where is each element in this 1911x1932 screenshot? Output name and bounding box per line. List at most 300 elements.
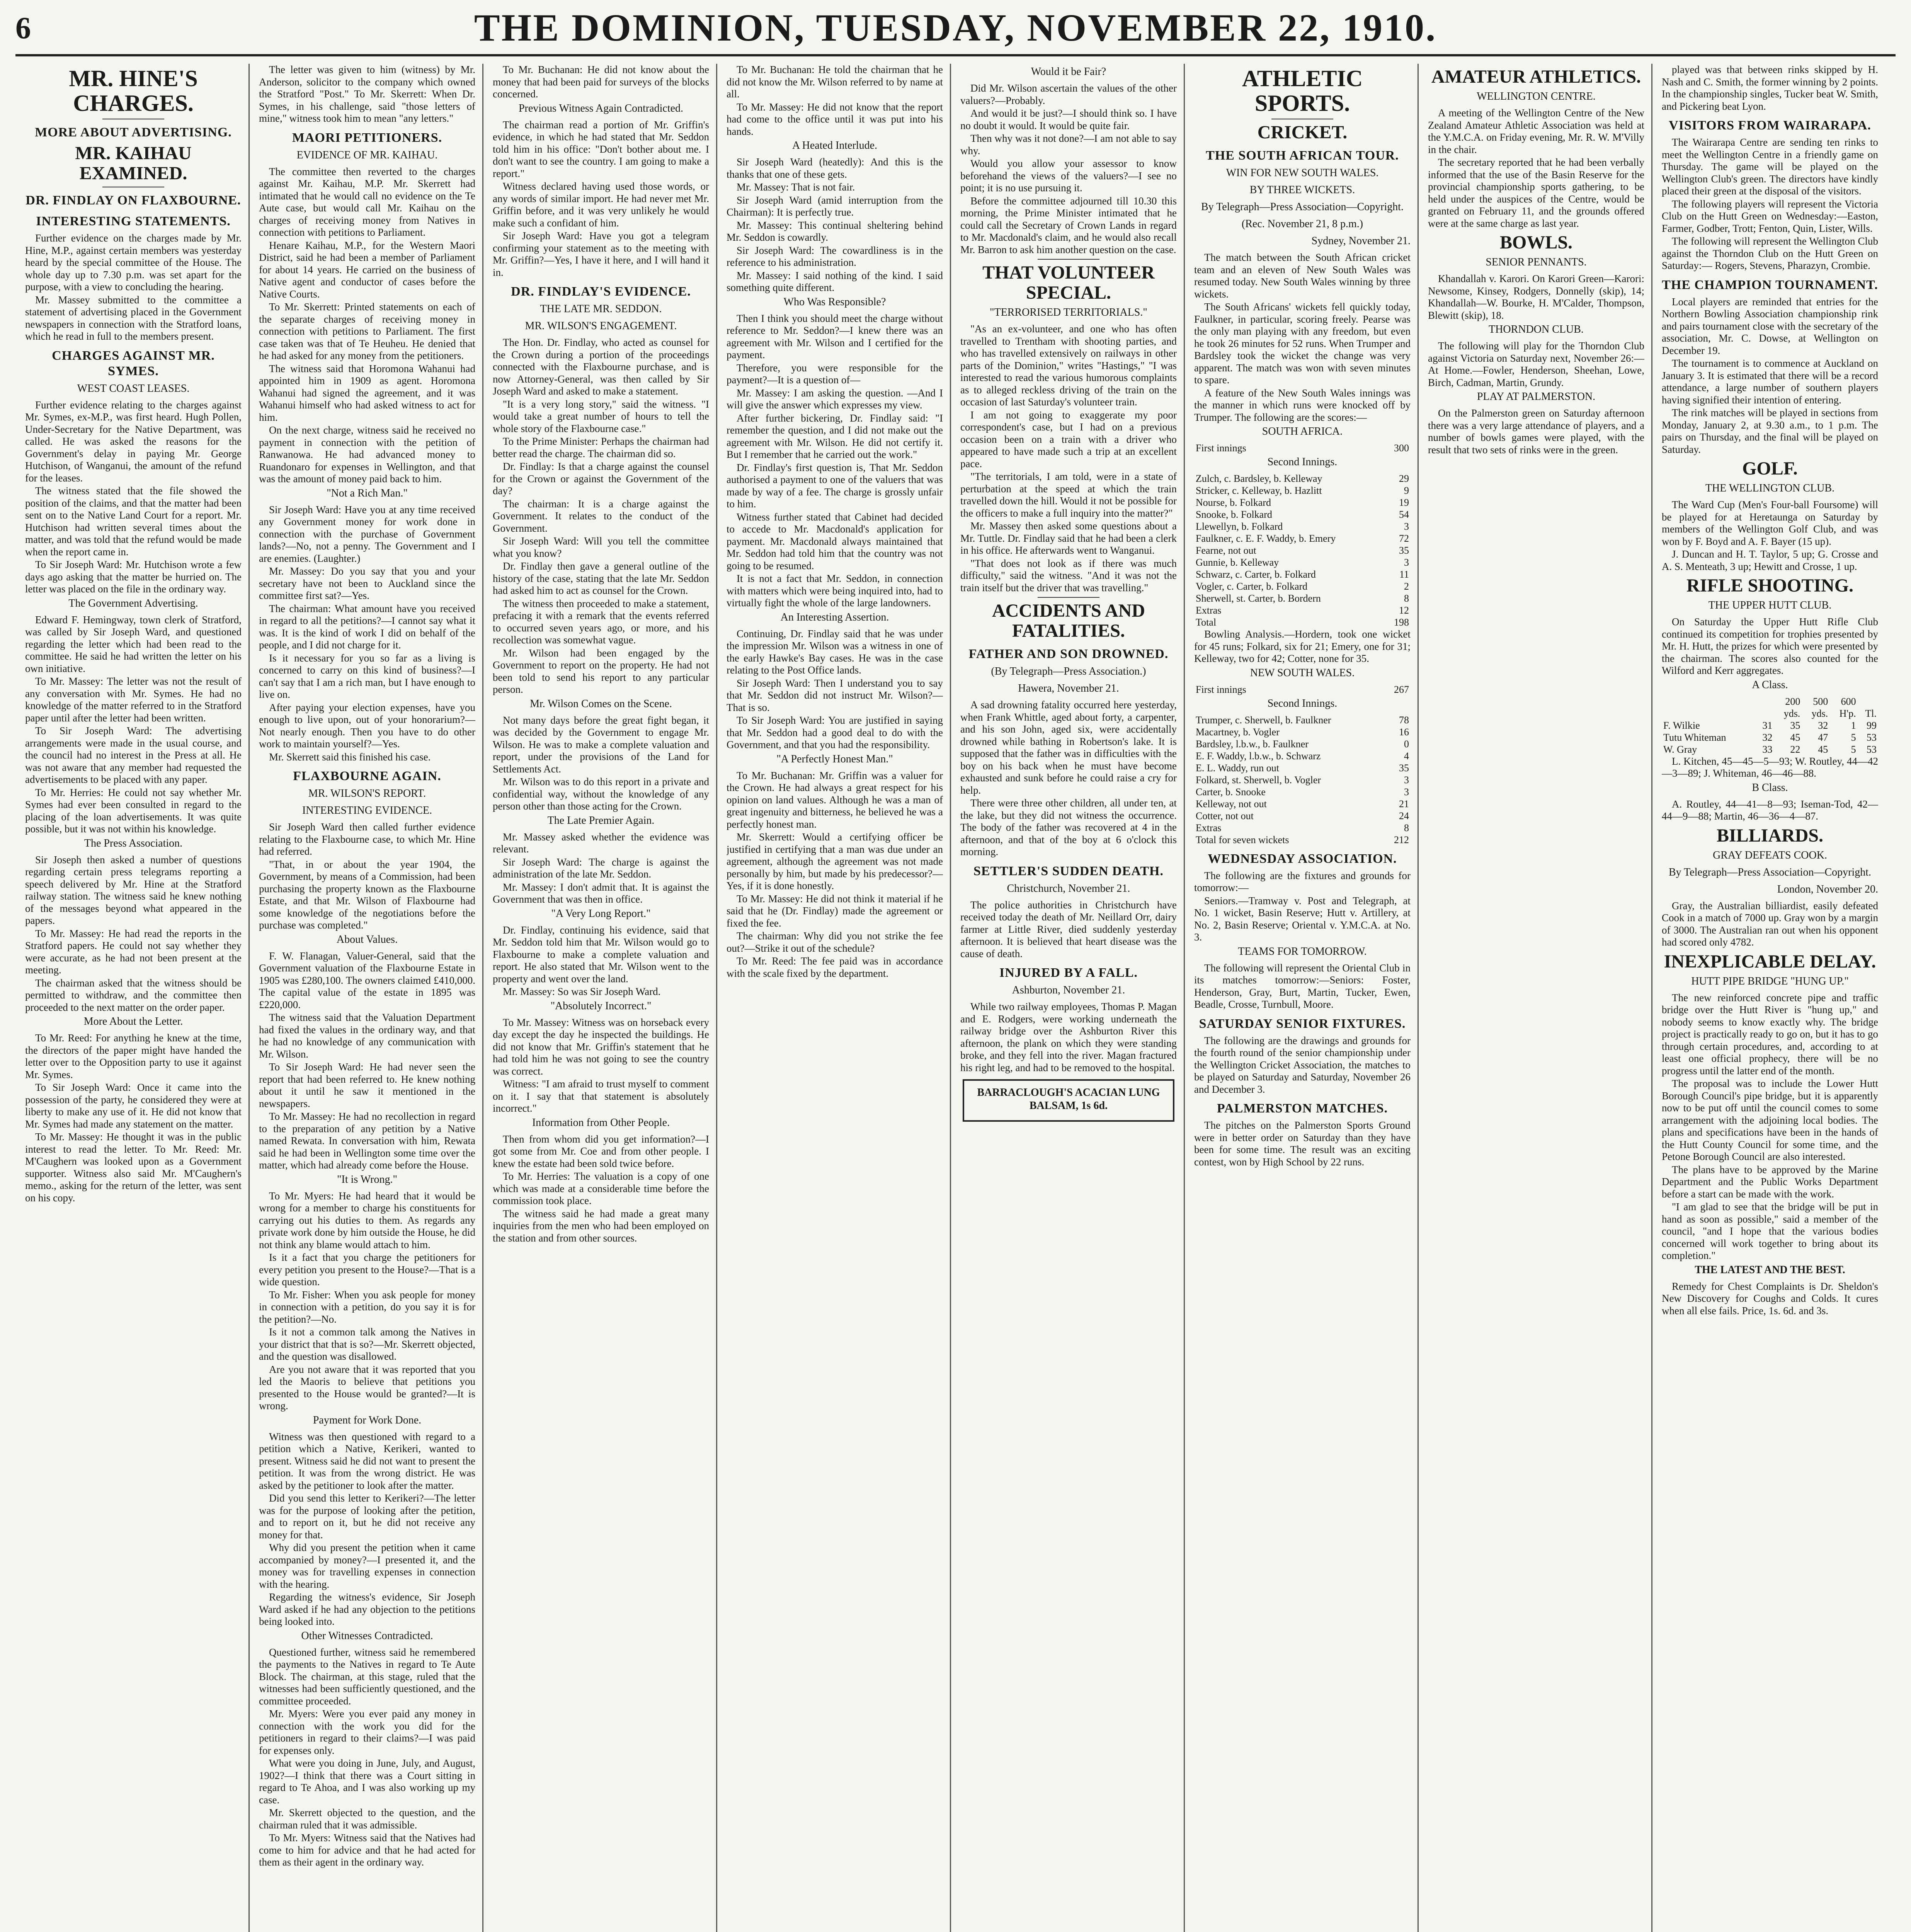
article-paragraph: To Mr. Myers: He had heard that it would be wrong for a member to charge his constituents for carrying out his duties to them. As regards any private work done by him outside the House, he did not think any blame would attach to him. bbox=[259, 1190, 475, 1250]
rifle-score-row bbox=[1662, 719, 1878, 731]
scorecard-row bbox=[1194, 520, 1411, 532]
table-cell-value: 72 bbox=[1399, 533, 1409, 544]
section-headline: ATHLETIC SPORTS. bbox=[1242, 66, 1363, 116]
subheading: Who Was Responsible? bbox=[783, 296, 886, 308]
article-paragraph: While two railway employees, Thomas P. Magan and E. Rodgers, were working underneath the railway bridge over the Ashburton River this afternoon, the plank on which they were standing broke, and they fell into the river. Magan fractured his right leg, and had to be removed to the hospital. bbox=[960, 1001, 1177, 1073]
article-paragraph: To Mr. Buchanan: Mr. Griffin was a valuer for the Crown. He had always a great respect for his opinion on land values. Although he was a man of great ingenuity and bitterness, he believed he was a perfectly honest man. bbox=[727, 769, 943, 830]
article-paragraph: Is it necessary for you so far as a living is concerned to carry on this kind of business?—I can't say that I am a rich man, but I have enough to live on. bbox=[259, 652, 475, 700]
scorecard-row bbox=[1194, 822, 1411, 834]
article-paragraph: Sir Joseph Ward: Will you tell the committee what you know? bbox=[493, 535, 709, 559]
scorecard-row bbox=[1194, 556, 1411, 568]
table-cell-value: 78 bbox=[1399, 714, 1409, 726]
subheading: Information from Other People. bbox=[532, 1116, 670, 1129]
column-5 bbox=[960, 64, 1177, 1932]
byline: By Telegraph—Press Association—Copyright. bbox=[1201, 201, 1404, 213]
scorecard-row bbox=[1194, 684, 1411, 696]
ad-title: BARRACLOUGH'S ACACIAN LUNG BALSAM, 1s 6d. bbox=[977, 1087, 1160, 1112]
article-paragraph: Witness was then questioned with regard to a petition which a Native, Kerikeri, wanted to present. Witness said he did not want to present the petition. It was from the wrong district. He was asked by the petitioner to look after the matter. bbox=[259, 1430, 475, 1491]
article-paragraph: To Sir Joseph Ward: You are justified in saying that Mr. Seddon had a good deal to do with the Government, and that you had the responsibility. bbox=[727, 714, 943, 750]
article-paragraph: Mr. Skerrett objected to the question, and the chairman ruled that it was admissible. bbox=[259, 1807, 475, 1831]
table-cell-label: Bardsley, l.b.w., b. Faulkner bbox=[1196, 738, 1309, 750]
scorecard-row bbox=[1194, 750, 1411, 762]
table-cell-value: 9 bbox=[1404, 485, 1409, 496]
article-paragraph: Is it not a common talk among the Natives in your district that that is so?—Mr. Skerrett objected, and the question was disallowed. bbox=[259, 1326, 475, 1362]
article-paragraph: Continuing, Dr. Findlay said that he was under the impression Mr. Wilson was a witness in one of the early Hawke's Bay cases. He was in the case relating to the Post Office lands. bbox=[727, 628, 943, 676]
article-paragraph: I am not going to exaggerate my poor correspondent's case, but I had on a previous occasion been on a train with a driver who appeared to have made such a trip at an excellent pace. bbox=[960, 409, 1177, 469]
article-paragraph: Therefore, you were responsible for the payment?—It is a question of— bbox=[727, 362, 943, 386]
subheading: VISITORS FROM WAIRARAPA. bbox=[1669, 118, 1871, 133]
table-cell-value: 600 bbox=[1841, 696, 1856, 707]
table-cell-label: Folkard, st. Sherwell, b. Vogler bbox=[1196, 774, 1321, 786]
scorecard-row bbox=[1194, 473, 1411, 485]
article-paragraph: The police authorities in Christchurch have received today the death of Mr. Neillard Orr, dairy farmer at Little River, died suddenly yesterday afternoon. It is believed that heart disease was the cause of death. bbox=[960, 899, 1177, 959]
subheading: FATHER AND SON DROWNED. bbox=[968, 647, 1169, 661]
scorecard-row bbox=[1194, 786, 1411, 798]
subheading: TEAMS FOR TOMORROW. bbox=[1238, 945, 1367, 957]
article-paragraph: To Sir Joseph Ward: He had never seen the report that had been referred to. He knew nothing about it until he saw it mentioned in the newspapers. bbox=[259, 1061, 475, 1109]
advertisement bbox=[963, 1079, 1174, 1122]
article-paragraph: "As an ex-volunteer, and one who has often travelled to Trentham with shooting parties, and who has travelled extensively on railways in other parts of the Dominion," writes "Hastings," "I was interested to read the various humorous complaints as to alleged reckless driving of the train on the occasion of last Saturday's volunteer train. bbox=[960, 323, 1177, 408]
table-cell-value: 11 bbox=[1399, 569, 1409, 580]
article-paragraph: Witness further stated that Cabinet had decided to accede to Mr. Macdonald's application for payment. Mr. Macdonald always maintained that Mr. Seddon had told him that the country was not going to be resumed. bbox=[727, 511, 943, 571]
article-paragraph: Sir Joseph Ward: The cowardliness is in the reference to his administration. bbox=[727, 244, 943, 268]
column-rule bbox=[248, 64, 250, 1932]
article-paragraph: Did you send this letter to Kerikeri?—The letter was for the purpose of looking after the petition, and to report on it, but he did not receive any money for that. bbox=[259, 1492, 475, 1541]
article-paragraph: Mr. Massey: I am asking the question. —And I will give the answer which expresses my view. bbox=[727, 387, 943, 411]
article-paragraph: The witness stated that the file showed the position of the claims, and that the matter had been sent on to the Native Land Court for a report. Mr. Hutchison had written several times about the matter, and was told that the refund would be made when the report came in. bbox=[25, 485, 242, 558]
article-paragraph: To Mr. Skerrett: Printed statements on each of the separate charges of receiving money in connection with petitions to Parliament. The first case taken was that of Te Heuheu. He denied that he had asked for any money from the petitioners. bbox=[259, 301, 475, 361]
table-cell-label: Extras bbox=[1196, 822, 1222, 833]
scorecard-table bbox=[1194, 473, 1411, 628]
article-paragraph: Khandallah v. Karori. On Karori Green—Karori: Newsome, Kinsey, Rodgers, Donnelly (skip), 14; Khandallah—W. Bourke, H. M'Calder, Thompson, Blewitt (skip), 18. bbox=[1428, 273, 1644, 321]
table-cell-value: 212 bbox=[1394, 834, 1409, 845]
table-cell-value: 3 bbox=[1404, 786, 1409, 798]
article-paragraph: "That does not look as if there was much difficulty," said the witness. "And it was not the train itself but the driver that was travelling." bbox=[960, 557, 1177, 594]
subheading: PLAY AT PALMERSTON. bbox=[1477, 391, 1596, 403]
scorecard-row bbox=[1194, 714, 1411, 726]
table-cell-value: 3 bbox=[1404, 774, 1409, 786]
table-cell-label: First innings bbox=[1196, 442, 1246, 454]
article-paragraph: The committee then reverted to the charges against Mr. Kaihau, M.P. Mr. Skerrett had intimated that he would call no evidence on the Te Aute case, but would call Mr. Kaihau on the charges of receiving money from Natives in connection with petitions to Parliament. bbox=[259, 165, 475, 238]
article-paragraph: Sir Joseph Ward (heatedly): And this is the thanks that one of these gets. bbox=[727, 156, 943, 180]
article-paragraph: The following will represent the Wellington Club against the Thorndon Club on the Hutt Green on Saturday:— Rogers, Stevens, Pharazyn, Crombie. bbox=[1662, 235, 1878, 271]
article-paragraph: The witness then proceeded to make a statement, prefacing it with a remark that the events referred to occurred seven years ago, or more, and his recollection was somewhat vague. bbox=[493, 597, 709, 646]
table-cell-value: 35 bbox=[1790, 719, 1800, 731]
table-cell-value: 53 bbox=[1867, 731, 1877, 743]
article-paragraph: To Mr. Buchanan: He told the chairman that he did not know the Mr. Wilson referred to by name at all. bbox=[727, 64, 943, 100]
scorecard-table bbox=[1194, 442, 1411, 454]
subheading: "A Very Long Report." bbox=[551, 907, 651, 920]
column-7 bbox=[1428, 64, 1644, 1932]
article-deck: MR. KAIHAU EXAMINED. bbox=[75, 143, 192, 184]
dateline: Christchurch, November 21. bbox=[1007, 882, 1130, 895]
table-cell-label: E. F. Waddy, l.b.w., b. Schwarz bbox=[1196, 750, 1321, 762]
article-paragraph: To Mr. Herries: The valuation is a copy of one which was made at a considerable time before the commission took place. bbox=[493, 1170, 709, 1206]
table-cell-value: 32 bbox=[1762, 731, 1773, 743]
subheading: EVIDENCE OF MR. KAIHAU. bbox=[296, 149, 438, 161]
scorecard-row bbox=[1194, 604, 1411, 616]
subheading: The Late Premier Again. bbox=[547, 814, 655, 827]
class-label: B Class. bbox=[1752, 781, 1788, 794]
table-cell-label: Schwarz, c. Carter, b. Folkard bbox=[1196, 569, 1316, 580]
article-paragraph: The Wairarapa Centre are sending ten rinks to meet the Wellington Centre in a friendly game on Thursday. The game will be played on the Wellington Club's green. The directors have kindly placed their green at the disposal of the visitors. bbox=[1662, 136, 1878, 197]
subheading: MR. WILSON'S REPORT. bbox=[308, 787, 426, 799]
subheading: THE SOUTH AFRICAN TOUR. bbox=[1206, 148, 1399, 163]
article-paragraph: Then why was it not done?—I am not able to say why. bbox=[960, 133, 1177, 156]
article-paragraph: The chairman: Why did you not strike the fee out?—Strike it out of the schedule? bbox=[727, 930, 943, 954]
column-rule bbox=[1651, 64, 1652, 1932]
table-cell-value: 12 bbox=[1399, 605, 1409, 616]
table-cell-label: Sherwell, st. Carter, b. Bordern bbox=[1196, 593, 1321, 604]
subheading: Payment for Work Done. bbox=[313, 1414, 422, 1426]
article-paragraph: The chairman read a portion of Mr. Griffin's evidence, in which he had stated that Mr. Seddon told him in his office: "Don't bother about me. I don't want to see the country. I am going to make a report." bbox=[493, 119, 709, 179]
article-paragraph: To Mr. Massey: He did not know that the report had come to the office until it was put into his hands. bbox=[727, 101, 943, 137]
table-cell-label: W. Gray bbox=[1663, 743, 1697, 755]
subheading: THE WELLINGTON CLUB. bbox=[1705, 482, 1835, 494]
article-paragraph: Sir Joseph Ward (amid interruption from the Chairman): It is perfectly true. bbox=[727, 194, 943, 218]
article-paragraph: Further evidence relating to the charges against Mr. Symes, ex-M.P., was first heard. Hugh Pollen, Under-Secretary for the Native Department, was called. He was asked the reasons for the Government's delay in paying Mr. George Hutchison, of Wanganui, the amount of the refund for the leases. bbox=[25, 399, 242, 484]
subheading: WEST COAST LEASES. bbox=[77, 382, 190, 395]
article-paragraph: Sir Joseph Ward: Have you got a telegram confirming your statement as to the meeting with Mr. Griffin?—Yes, I have it here, and I will hand it in. bbox=[493, 230, 709, 278]
table-cell-label: Stricker, c. Kelleway, b. Hazlitt bbox=[1196, 485, 1322, 496]
masthead-rule bbox=[15, 54, 1896, 56]
table-cell-value: 35 bbox=[1399, 762, 1409, 774]
subheading: The Government Advertising. bbox=[68, 597, 198, 609]
article-paragraph: On Saturday the Upper Hutt Rifle Club continued its competition for trophies presented by Mr. H. Hutt, the prizes for which were presented by the chairman. The scores also counted for the Wilford and Kerr aggregates. bbox=[1662, 616, 1878, 676]
article-paragraph: Dr. Findlay, continuing his evidence, said that Mr. Seddon told him that Mr. Wilson would go to Flaxbourne to make a complete valuation and report. He also stated that Mr. Wilson went to the property and went over the land. bbox=[493, 924, 709, 985]
article-paragraph: Did Mr. Wilson ascertain the values of the other valuers?—Probably. bbox=[960, 82, 1177, 106]
subheading: Other Witnesses Contradicted. bbox=[301, 1629, 433, 1642]
article-paragraph: Not many days before the great fight began, it was decided by the Government to engage Mr. Wilson. He was to make a complete valuation and report, under the provisions of the Land for Settlements Act. bbox=[493, 714, 709, 775]
rifle-score-row bbox=[1662, 707, 1878, 719]
subheading: The Press Association. bbox=[84, 837, 183, 849]
article-paragraph: Mr. Massey: This continual sheltering behind Mr. Seddon is cowardly. bbox=[727, 219, 943, 243]
table-cell-label: Extras bbox=[1196, 605, 1222, 616]
article-paragraph: Mr. Wilson was to do this report in a private and confidential way, without the knowledge of any person other than those acting for the Crown. bbox=[493, 776, 709, 812]
table-cell-value: 31 bbox=[1762, 719, 1773, 731]
table-cell-label bbox=[1662, 696, 1755, 707]
subheading: SETTLER'S SUDDEN DEATH. bbox=[973, 864, 1164, 878]
table-cell-label: Total bbox=[1196, 617, 1217, 628]
subheading: GRAY DEFEATS COOK. bbox=[1713, 849, 1827, 861]
section-title: BOWLS. bbox=[1499, 232, 1573, 253]
table-cell-value: 19 bbox=[1399, 497, 1409, 508]
article-paragraph: Questioned further, witness said he remembered the payments to the Natives in regard to Te Aute Block. The chairman, at this stage, ruled that the witnesses had been sufficiently questioned, and the committee proceeded. bbox=[259, 1646, 475, 1707]
table-cell-value: 3 bbox=[1404, 521, 1409, 532]
table-cell-value: 45 bbox=[1790, 731, 1800, 743]
article-paragraph: Local players are reminded that entries for the Northern Bowling Association championship rink and pairs tournament close with the secretary of the association, Mr. C. Dowse, at Wellington on December 19. bbox=[1662, 296, 1878, 356]
table-cell-label: Vogler, c. Carter, b. Folkard bbox=[1196, 581, 1308, 592]
subheading: SATURDAY SENIOR FIXTURES. bbox=[1199, 1016, 1406, 1031]
subheading: THE UPPER HUTT CLUB. bbox=[1708, 599, 1832, 611]
scorecard-row bbox=[1194, 738, 1411, 750]
table-cell-label: Total for seven wickets bbox=[1196, 834, 1289, 845]
scorecard-row bbox=[1194, 485, 1411, 497]
page-number: 6 bbox=[15, 11, 31, 45]
scorecard-row bbox=[1194, 544, 1411, 556]
article-paragraph: "It is a very long story," said the witness. "I would take a great number of hours to tell the whole story of the Flaxbourne case." bbox=[493, 398, 709, 434]
section-title: BILLIARDS. bbox=[1716, 825, 1824, 846]
article-paragraph: To Sir Joseph Ward: Once it came into the possession of the party, he considered they were at liberty to make any use of it. He did not know that Mr. Symes had made any statement on the matter. bbox=[25, 1082, 242, 1130]
table-cell-label: Macartney, b. Vogler bbox=[1196, 726, 1280, 738]
divider bbox=[1038, 259, 1099, 260]
article-paragraph: Then I think you should meet the charge without reference to Mr. Seddon?—I knew there was an agreement with Mr. Wilson and I certified for the payment. bbox=[727, 312, 943, 361]
masthead-title: THE DOMINION, TUESDAY, NOVEMBER 22, 1910. bbox=[474, 6, 1437, 49]
article-paragraph: The South Africans' wickets fell quickly today, Faulkner, in particular, scoring freely. Pearse was the only man playing with any freedom, but even he took 26 minutes for 52 runs. When Trumper and Bardsley took the wicket the change was very apparent. The match was won with seven minutes to spare. bbox=[1194, 301, 1411, 386]
subheading: FLAXBOURNE AGAIN. bbox=[293, 769, 441, 783]
section-title: INEXPLICABLE DELAY. bbox=[1664, 951, 1876, 972]
article-paragraph: Witness declared having used those words, or any words of similar import. He had never met Mr. Griffin before, and it was very unlikely he would make such a confidant of him. bbox=[493, 180, 709, 229]
subheading: CHARGES AGAINST MR. SYMES. bbox=[52, 348, 215, 378]
article-paragraph: Remedy for Chest Complaints is Dr. Sheldon's New Discovery for Coughs and Colds. It cures when all else fails. Price, 1s. 6d. and 3s. bbox=[1662, 1280, 1878, 1316]
article-paragraph: Bowling Analysis.—Hordern, took one wicket for 45 runs; Folkard, six for 21; Emery, one for 31; Kelleway, two for 42; Cotter, none for 35. bbox=[1194, 628, 1411, 664]
scorecard-table bbox=[1194, 714, 1411, 846]
scorecard-row bbox=[1194, 762, 1411, 774]
article-paragraph: The proposal was to include the Lower Hutt Borough Council's pipe bridge, but it is apparently now to be put off until the council comes to some arrangement with the adjoining local bodies. The plans and specifications have been in the hands of the Hutt County Council for some time, and the Petone Borough Council are also interested. bbox=[1662, 1078, 1878, 1162]
article-paragraph: To Mr. Massey: He did not think it material if he said that he (Dr. Findlay) made the agreement or fixed the fee. bbox=[727, 893, 943, 929]
subheading: "Not a Rich Man." bbox=[327, 487, 408, 499]
scorecard-row bbox=[1194, 810, 1411, 822]
subheading: PALMERSTON MATCHES. bbox=[1217, 1101, 1388, 1116]
table-cell-value: 198 bbox=[1394, 617, 1409, 628]
article-paragraph: Why did you present the petition when it came accompanied by money?—I presented it, and the money was for travelling expenses in connection with the hearing. bbox=[259, 1542, 475, 1590]
table-cell-value: 5 bbox=[1851, 743, 1856, 755]
article-paragraph: Mr. Massey then asked some questions about a Mr. Tuttle. Dr. Findlay said that he had been a clerk in his office. He afterwards went to Wanganui. bbox=[960, 520, 1177, 556]
class-label: A Class. bbox=[1752, 679, 1788, 691]
subheading: THE LATE MR. SEDDON. bbox=[540, 303, 662, 315]
article-paragraph: Mr. Myers: Were you ever paid any money in connection with the work you did for the petitioners in regard to their claims?—I was paid for expenses only. bbox=[259, 1708, 475, 1756]
column-rule bbox=[1418, 64, 1419, 1932]
article-paragraph: Mr. Massey: Do you say that you and your secretary have not been to Auckland since the committee first sat?—Yes. bbox=[259, 565, 475, 601]
table-cell-label: Faulkner, c. E. F. Waddy, b. Emery bbox=[1196, 533, 1336, 544]
article-paragraph: The witness said he had made a great many inquiries from the men who had been employed on the station and from other sources. bbox=[493, 1208, 709, 1244]
column-3 bbox=[493, 64, 709, 1932]
article-paragraph: Are you not aware that it was reported that you led the Maoris to believe that petitions you presented to the House would be granted?—It is wrong. bbox=[259, 1363, 475, 1412]
article-paragraph: And would it be just?—I should think so. I have no doubt it would. It would be quite fair. bbox=[960, 107, 1177, 131]
table-cell-value: 47 bbox=[1818, 731, 1828, 743]
subheading: DR. FINDLAY'S EVIDENCE. bbox=[511, 284, 691, 299]
article-paragraph: The chairman: What amount have you received in regard to all the petitions?—I cannot say what it was. It is the kind of work I did on behalf of the people, and I did not charge for it. bbox=[259, 602, 475, 651]
table-cell-value: 4 bbox=[1404, 750, 1409, 762]
article-paragraph: To Mr. Herries: He could not say whether Mr. Symes had ever been consulted in regard to the placing of the loan advertisements. It was quite possible, but it was not within his knowledge. bbox=[25, 786, 242, 835]
article-paragraph: Sir Joseph Ward: The charge is against the administration of the late Mr. Seddon. bbox=[493, 856, 709, 880]
article-deck: "TERRORISED TERRITORIALS." bbox=[990, 306, 1147, 318]
article-paragraph: To Sir Joseph Ward: The advertising arrangements were made in the usual course, and the council had no interest in the Press at all. He was not aware that any member had requested the advertisements to be placed with any paper. bbox=[25, 725, 242, 785]
article-paragraph: A. Routley, 44—41—8—93; Iseman-Tod, 42—44—9—88; Martin, 46—36—4—87. bbox=[1662, 798, 1878, 822]
scorecard-row bbox=[1194, 592, 1411, 604]
article-paragraph: The secretary reported that he had been verbally informed that the use of the Basin Reserve for the provincial championship sports gathering, to be held under the auspices of the Centre, would be granted on February 11, and the grounds offered were at the same charge as last year. bbox=[1428, 156, 1644, 229]
table-cell-label: Fearne, not out bbox=[1196, 545, 1256, 556]
article-paragraph: To Mr. Massey: He had read the reports in the Stratford papers. He could not say whether they were accurate, as he had not been present at the meeting. bbox=[25, 927, 242, 976]
table-cell-value: 99 bbox=[1867, 719, 1877, 731]
scorecard-subtitle: Second Innings. bbox=[1267, 697, 1338, 709]
dateline: Hawera, November 21. bbox=[1018, 682, 1119, 694]
scorecard-row bbox=[1194, 834, 1411, 846]
article-paragraph: To Mr. Massey: The letter was not the result of any conversation with Mr. Symes. He had no knowledge of the matter referred to in the Stratford paper until after the letter had been written. bbox=[25, 675, 242, 724]
article-paragraph: Gray, the Australian billiardist, easily defeated Cook in a match of 7000 up. Gray won by a margin of 3000. The Australian ran out when his opponent had scored only 4782. bbox=[1662, 900, 1878, 948]
dateline: Ashburton, November 21. bbox=[1012, 984, 1125, 996]
article-paragraph: To Mr. Fisher: When you ask people for money in connection with a petition, do you say it is for the petition?—No. bbox=[259, 1289, 475, 1325]
subheading: Mr. Wilson Comes on the Scene. bbox=[530, 697, 672, 710]
article-paragraph: The new reinforced concrete pipe and traffic bridge over the Hutt River is "hung up," and nobody seems to know exactly why. The bridge project is practically ready to go on, but it has to go through certain procedures, and, according to at least one official prophecy, there will be no progress until the latter end of the month. bbox=[1662, 992, 1878, 1077]
subheading: BY THREE WICKETS. bbox=[1249, 184, 1355, 196]
article-paragraph: Mr. Massey: That is not fair. bbox=[737, 181, 855, 193]
table-cell-value: 300 bbox=[1394, 442, 1409, 454]
section-title: CRICKET. bbox=[1257, 122, 1348, 143]
table-cell-value: Tl. bbox=[1865, 707, 1877, 719]
article-paragraph: To Mr. Reed: For anything he knew at the time, the directors of the paper might have handed the letter over to the Opposition party to use it against Mr. Symes. bbox=[25, 1032, 242, 1080]
article-paragraph: The following will play for the Thorndon Club against Victoria on Saturday next, November 26:—At Home.—Fowler, Henderson, Sheehan, Lowe, Birch, Cadman, Martin, Grundy. bbox=[1428, 340, 1644, 388]
subheading: A Heated Interlude. bbox=[792, 139, 878, 151]
column-rule bbox=[950, 64, 951, 1932]
article-headline: ACCIDENTS AND FATALITIES. bbox=[992, 600, 1145, 641]
scorecard-row bbox=[1194, 726, 1411, 738]
article-paragraph: To Mr. Buchanan: He did not know about the money that had been paid for surveys of the blocks concerned. bbox=[493, 64, 709, 100]
article-paragraph: Dr. Findlay's first question is, That Mr. Seddon authorised a payment to one of the valuers that was made by way of a fee. The charge is grossly unfair to him. bbox=[727, 461, 943, 510]
subheading: MAORI PETITIONERS. bbox=[292, 130, 442, 145]
article-paragraph: Henare Kaihau, M.P., for the Western Maori District, said he had been a member of Parliament for about 14 years. He carried on the business of Native agent and conductor of cases before the Native Courts. bbox=[259, 239, 475, 300]
article-headline: THAT VOLUNTEER SPECIAL. bbox=[982, 262, 1155, 303]
article-paragraph: The following will represent the Oriental Club in its matches tomorrow:—Seniors: Foster, Henderson, Gray, Burt, Martin, Tucker, Ewen, Beadle, Crosse, Turnbull, Moore. bbox=[1194, 962, 1411, 1010]
table-cell-label: Snooke, b. Folkard bbox=[1196, 509, 1272, 520]
byline: By Telegraph—Press Association—Copyright. bbox=[1668, 866, 1872, 878]
column-1 bbox=[25, 64, 242, 1932]
column-rule bbox=[716, 64, 717, 1932]
table-cell-label: Zulch, c. Bardsley, b. Kelleway bbox=[1196, 473, 1322, 484]
table-cell-value: 500 bbox=[1813, 696, 1828, 707]
article-paragraph: To Mr. Massey: He had no recollection in regard to the preparation of any petition by a Native named Rewata. In conversation with him, Rewata said he had been in Wellington some time over the matter, which had already come before the House. bbox=[259, 1111, 475, 1171]
rifle-scores-table bbox=[1662, 696, 1878, 755]
rifle-score-row bbox=[1662, 731, 1878, 743]
article-paragraph: Mr. Massey: I said nothing of the kind. I said something quite different. bbox=[727, 269, 943, 293]
scorecard-row bbox=[1194, 442, 1411, 454]
article-paragraph: The match between the South African cricket team and an eleven of New South Wales was resumed today. New South Wales winning by three wickets. bbox=[1194, 252, 1411, 300]
table-cell-label: E. L. Waddy, run out bbox=[1196, 762, 1279, 774]
article-paragraph: To Sir Joseph Ward: Mr. Hutchison wrote a few days ago asking that the matter be hurried on. The letter was placed on the file in the ordinary way. bbox=[25, 559, 242, 595]
article-paragraph: Regarding the witness's evidence, Sir Joseph Ward asked if he had any objection to the petitions being looked into. bbox=[259, 1591, 475, 1627]
article-paragraph: The rink matches will be played in sections from Monday, January 2, at 9.30 a.m., to 1 p.m. The pairs on Thursday, and the final will be played on Saturday. bbox=[1662, 407, 1878, 455]
article-paragraph: The chairman asked that the witness should be permitted to withdraw, and the committee then proceeded to the next matter on the order paper. bbox=[25, 977, 242, 1013]
table-cell-value: 3 bbox=[1404, 557, 1409, 568]
article-paragraph: The following are the drawings and grounds for the fourth round of the senior championship under the Wellington Cricket Association, the matches to be played on Saturday and Saturday, November 26 and December 3. bbox=[1194, 1034, 1411, 1095]
table-cell-value: 22 bbox=[1790, 743, 1800, 755]
table-cell-label: First innings bbox=[1196, 684, 1246, 695]
divider bbox=[1038, 597, 1099, 598]
article-paragraph: Sir Joseph Ward: Have you at any time received any Government money for work done in connection with the purchase of Government lands?—No, not a penny. The Government and I are enemies. (Laughter.) bbox=[259, 503, 475, 564]
scorecard-row bbox=[1194, 509, 1411, 520]
subheading: Previous Witness Again Contradicted. bbox=[518, 102, 684, 114]
masthead bbox=[0, 0, 1911, 58]
dateline: Sydney, November 21. bbox=[1311, 235, 1411, 247]
article-paragraph: The Ward Cup (Men's Four-ball Foursome) will be played for at Heretaunga on Saturday by members of the Wellington Golf Club, and was won by F. Boyd and A. F. Bayer (15 up). bbox=[1662, 499, 1878, 547]
scorecard-row bbox=[1194, 497, 1411, 509]
table-cell-value: yds. bbox=[1783, 707, 1800, 719]
subheading: "A Perfectly Honest Man." bbox=[776, 753, 893, 765]
table-cell-value: 24 bbox=[1399, 810, 1409, 821]
article-paragraph: After further bickering, Dr. Findlay said: "I remember the question, and I did not make out the agreement with Mr. Wilson. He did not certify it. But I remember that he carried out the work." bbox=[727, 412, 943, 460]
article-paragraph: There were three other children, all under ten, at the lake, but they did not witness the occurrence. The body of the father was recovered at 4 in the afternoon, and that of the boy at 6 o'clock this morning. bbox=[960, 797, 1177, 857]
subheading: THE CHAMPION TOURNAMENT. bbox=[1662, 277, 1878, 292]
article-paragraph: Mr. Wilson had been engaged by the Government to report on the property. He had not been told to send his report to any particular person. bbox=[493, 647, 709, 695]
table-cell-value: 35 bbox=[1399, 545, 1409, 556]
article-paragraph: The following are the fixtures and grounds for tomorrow:— bbox=[1194, 869, 1411, 893]
article-paragraph: A feature of the New South Wales innings was the manner in which runs were knocked off by Trumper. The following are the scores:— bbox=[1194, 387, 1411, 423]
article-paragraph: Mr. Massey: So was Sir Joseph Ward. bbox=[503, 986, 661, 997]
article-paragraph: The letter was given to him (witness) by Mr. Anderson, solicitor to the company which owned the Stratford "Post." To Mr. Skerrett: When Dr. Symes, in his challenge, said "those letters of mine," witness took him to mean "any letters." bbox=[259, 64, 475, 124]
subheading: More About the Letter. bbox=[83, 1015, 183, 1027]
article-paragraph: It is not a fact that Mr. Seddon, in connection with matters which were being inquired into, had to virtually fight the whole of the large landowners. bbox=[727, 573, 943, 609]
scorecard-title: SOUTH AFRICA. bbox=[1262, 425, 1343, 437]
article-paragraph: A sad drowning fatality occurred here yesterday, when Frank Whittle, aged about forty, a carpenter, and his son John, aged six, were accidentally drowned while bathing in Robertson's lake. It is supposed that the father was in difficulties with the boy on his back when he must have become exhausted and sunk before he could raise a cry for help. bbox=[960, 699, 1177, 796]
table-cell-label bbox=[1662, 707, 1755, 719]
rifle-score-row bbox=[1662, 696, 1878, 707]
table-cell-value: 5 bbox=[1851, 731, 1856, 743]
table-cell-label: Kelleway, not out bbox=[1196, 798, 1267, 810]
article-paragraph: Mr. Massey: I don't admit that. It is against the Government that was then in office. bbox=[493, 881, 709, 905]
article-paragraph: "That, in or about the year 1904, the Government, by means of a Commission, had been purchasing the property known as the Flaxbourne Estate, and that Mr. Wilson of Flaxbourne had some knowledge of the negotiations before the purchase was completed." bbox=[259, 858, 475, 931]
section-title: GOLF. bbox=[1742, 458, 1798, 479]
article-paragraph: Mr. Skerrett said this finished his case. bbox=[269, 751, 431, 763]
table-cell-label: Gunnie, b. Kelleway bbox=[1196, 557, 1279, 568]
table-cell-value: 267 bbox=[1394, 684, 1409, 695]
byline: (By Telegraph—Press Association.) bbox=[991, 665, 1146, 677]
article-paragraph: Further evidence on the charges made by Mr. Hine, M.P., against certain members was yesterday heard by the special committee of the House. The whole day up to 7.30 p.m. was set apart for the purpose, with a view to concluding the hearing. bbox=[25, 232, 242, 293]
table-cell-value: 0 bbox=[1404, 738, 1409, 750]
article-paragraph: Before the committee adjourned till 10.30 this morning, the Prime Minister intimated that he could call the Secretary of Crown Lands in regard to Mr. Macdonald's claim, and he would also recall Mr. Barron to ask him another question on the case. bbox=[960, 195, 1177, 255]
article-deck: DR. FINDLAY ON FLAXBOURNE. bbox=[26, 193, 241, 207]
table-cell-value: 8 bbox=[1404, 822, 1409, 833]
article-paragraph: F. W. Flanagan, Valuer-General, said that the Government valuation of the Flaxbourne Estate in 1905 was £280,100. The owners claimed £410,000. The capital value of the estate in 1895 was £220,000. bbox=[259, 950, 475, 1010]
subheading: HUTT PIPE BRIDGE "HUNG UP." bbox=[1691, 975, 1849, 987]
table-cell-label: Llewellyn, b. Folkard bbox=[1196, 521, 1283, 532]
article-paragraph: To the Prime Minister: Perhaps the chairman had better read the charge. The chairman did so. bbox=[493, 435, 709, 459]
table-cell-value: H'p. bbox=[1839, 707, 1856, 719]
article-paragraph: The witness said that the Valuation Department had fixed the values in the ordinary way, and that he had no knowledge of any communication with Mr. Wilson. bbox=[259, 1012, 475, 1060]
article-paragraph: To Mr. Reed: The fee paid was in accordance with the scale fixed by the department. bbox=[727, 955, 943, 979]
table-cell-value: 29 bbox=[1399, 473, 1409, 484]
subheading: THE LATEST AND THE BEST. bbox=[1695, 1264, 1845, 1276]
subheading: An Interesting Assertion. bbox=[780, 611, 889, 623]
article-paragraph: What were you doing in June, July, and August, 1902?—I think that there was a Court sitting in regard to Te Ahoa, and I was also working up my case. bbox=[259, 1757, 475, 1806]
column-6 bbox=[1194, 64, 1411, 1932]
table-cell-label: Cotter, not out bbox=[1196, 810, 1254, 821]
article-paragraph: After paying your election expenses, have you enough to live upon, out of your honorarium?—Not nearly enough. Then you have to do other work to maintain yourself?—Yes. bbox=[259, 701, 475, 750]
article-paragraph: The Hon. Dr. Findlay, who acted as counsel for the Crown during a portion of the proceedings connected with the Flaxbourne purchase, and is now Attorney-General, was then called by Sir Joseph Ward and asked to make a statement. bbox=[493, 337, 709, 397]
column-2 bbox=[259, 64, 475, 1932]
rifle-score-row bbox=[1662, 743, 1878, 755]
article-paragraph: To Mr. Massey: Witness was on horseback every day except the day he inspected the buildings. He did not know that Mr. Griffin's statement that he had told him he was not going to see the country was correct. bbox=[493, 1016, 709, 1077]
table-cell-value: 33 bbox=[1762, 743, 1773, 755]
table-cell-value: 54 bbox=[1399, 509, 1409, 520]
table-cell-label: F. Wilkie bbox=[1663, 719, 1700, 731]
subheading: INTERESTING EVIDENCE. bbox=[302, 804, 432, 816]
article-paragraph: Dr. Findlay: Is that a charge against the counsel for the Crown or against the Government of the day? bbox=[493, 461, 709, 497]
column-rule bbox=[1184, 64, 1185, 1932]
subheading: WELLINGTON CENTRE. bbox=[1477, 90, 1596, 102]
article-paragraph: Seniors.—Tramway v. Post and Telegraph, at No. 1 wicket, Basin Reserve; Hutt v. Artillery, at No. 2, Basin Reserve; Oriental v. Y.M.C.A. at No. 3. bbox=[1194, 895, 1411, 943]
article-paragraph: Edward F. Hemingway, town clerk of Stratford, was called by Sir Joseph Ward, and questioned regarding the letter which had been read to the committee. He said he had written the letter on his own initiative. bbox=[25, 614, 242, 674]
scorecard-title: NEW SOUTH WALES. bbox=[1250, 667, 1355, 679]
article-paragraph: On the next charge, witness said he received no payment in connection with the petition of Ranwanowa. He had advanced money to Ruandonaro for expenses in Wellington, and that was the amount of money paid back to him. bbox=[259, 424, 475, 485]
article-headline: MR. HINE'S CHARGES. bbox=[69, 66, 198, 116]
table-cell-value bbox=[1755, 707, 1774, 719]
article-paragraph: A meeting of the Wellington Centre of the New Zealand Amateur Athletic Association was held at the Y.M.C.A. on Friday evening, Mr. R. W. M'Villy in the chair. bbox=[1428, 107, 1644, 155]
article-paragraph: The following players will represent the Victoria Club on the Hutt Green on Wednesday:—Easton, Farmer, Godber, Trott; Fenton, Quin, Lister, Wills. bbox=[1662, 198, 1878, 234]
scorecard-row bbox=[1194, 616, 1411, 628]
table-cell-value: 53 bbox=[1867, 743, 1877, 755]
column-rule bbox=[482, 64, 483, 1932]
table-cell-label: Trumper, c. Sherwell, b. Faulkner bbox=[1196, 714, 1331, 726]
